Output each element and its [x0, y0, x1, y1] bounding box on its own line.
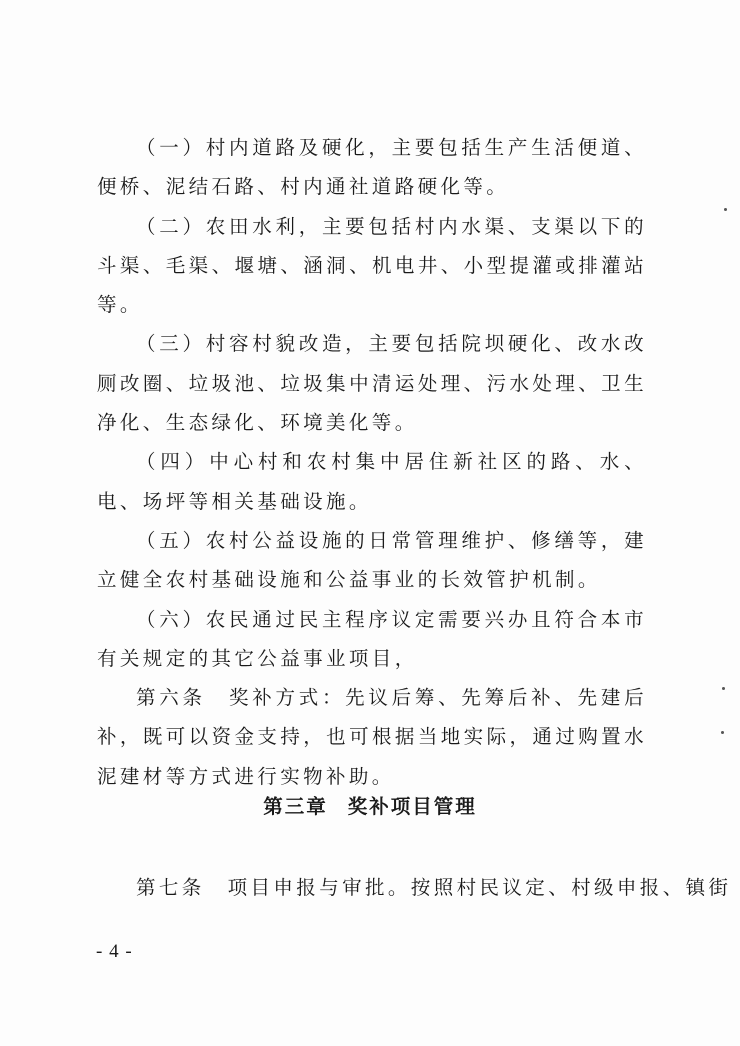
scan-speck [724, 208, 727, 211]
paragraph-central-village-infrastructure: （四）中心村和农村集中居住新社区的路、水、电、场坪等相关基础设施。 [97, 450, 647, 513]
chapter-number: 第三章 [263, 795, 328, 818]
body-text [97, 128, 647, 796]
scan-speck [722, 687, 725, 690]
paragraph-village-roads: （一）村内道路及硬化，主要包括生产生活便道、便桥、泥结石路、村内通社道路硬化等。 [97, 136, 647, 199]
paragraph-public-facilities-maintenance: （五）农村公益设施的日常管理维护、修缮等，建立健全农村基础设施和公益事业的长效管护机制。 [97, 528, 647, 592]
paragraph-village-appearance: （三）村容村貌改造，主要包括院坝硬化、改水改厕改圈、垃圾池、垃圾集中清运处理、污水处理、卫生净化、生态绿化、环境美化等。 [97, 332, 647, 435]
article-6-subsidy-method: 第六条 奖补方式：先议后筹、先筹后补、先建后补，既可以资金支持，也可根据当地实际，通过购置水泥建材等方式进行实物补助。 [97, 686, 647, 788]
page-number: - 4 - [96, 941, 133, 962]
scan-speck [721, 731, 724, 734]
chapter-heading [0, 792, 740, 822]
paragraph-farmland-irrigation: （二）农田水利，主要包括村内水渠、支渠以下的斗渠、毛渠、堰塘、涵洞、机电井、小型提灌或排灌站等。 [97, 214, 647, 317]
chapter-title: 奖补项目管理 [347, 795, 477, 818]
paragraph-other-public-projects: （六）农民通过民主程序议定需要兴办且符合本市有关规定的其它公益事业项目， [97, 607, 647, 670]
article-7-application-approval: 第七条 项目申报与审批。按照村民议定、村级申报、镇街 [136, 876, 732, 899]
